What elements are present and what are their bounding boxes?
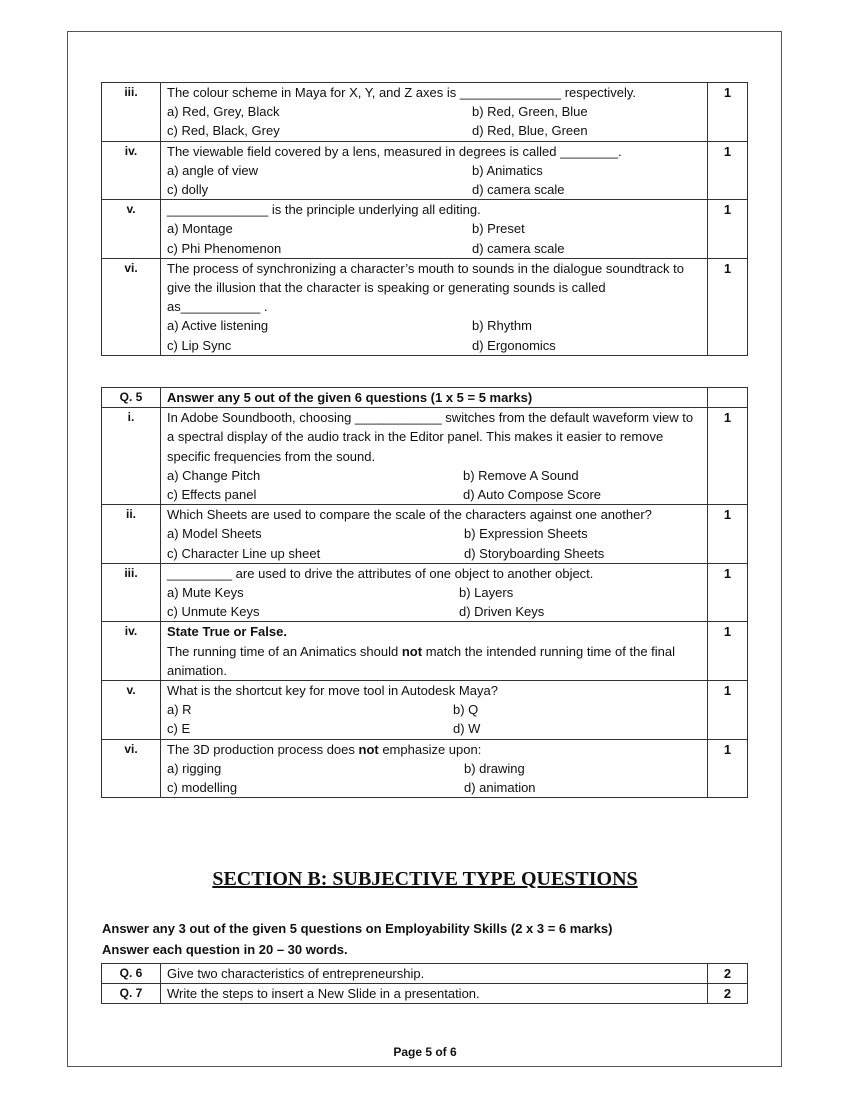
question-text: The 3D production process does not emphasize upon: (167, 741, 482, 757)
marks-cell: 1 (708, 408, 748, 505)
option: c) Lip Sync (167, 337, 232, 353)
options-grid (167, 466, 701, 504)
option: a) Mute Keys (167, 585, 244, 601)
question-title: State True or False. (167, 624, 287, 640)
option: d) Storyboarding Sheets (464, 545, 605, 561)
option: a) Montage (167, 221, 233, 237)
question-header: Answer any 5 out of the given 6 questions (1 x 5 = 5 marks) (161, 388, 708, 408)
option: c) Red, Black, Grey (167, 123, 280, 139)
marks-cell: 1 (708, 739, 748, 798)
option: a) Red, Grey, Black (167, 104, 280, 120)
table-row (102, 681, 748, 740)
table-row (102, 200, 748, 259)
option: b) Preset (472, 221, 525, 237)
section-b-questions-table (101, 963, 748, 1004)
marks-cell: 1 (708, 622, 748, 681)
question-number: vi. (102, 739, 161, 798)
question-text: Give two characteristics of entrepreneurship. (161, 964, 708, 984)
option: a) rigging (167, 760, 222, 776)
option: c) Character Line up sheet (167, 545, 321, 561)
table-row (102, 505, 748, 564)
question-number: iv. (102, 622, 161, 681)
emphasis: not (401, 643, 423, 659)
options-grid (167, 583, 701, 621)
option: c) Phi Phenomenon (167, 240, 282, 256)
marks-cell: 1 (708, 200, 748, 259)
options-grid (167, 102, 701, 140)
table-row (102, 739, 748, 798)
option: d) camera scale (472, 240, 565, 256)
question-text: The colour scheme in Maya for X, Y, and Z axes is ______________ respectively. (167, 85, 636, 100)
option: d) Driven Keys (459, 604, 545, 620)
emphasis: not (358, 741, 379, 757)
question-number: v. (102, 200, 161, 259)
question-cell (161, 408, 708, 505)
marks-cell: 1 (708, 681, 748, 740)
table-row (102, 83, 748, 142)
instruction-line: Answer any 3 out of the given 5 questions on Employability Skills (2 x 3 = 6 marks) (102, 921, 613, 936)
section-b-title: SECTION B: SUBJECTIVE TYPE QUESTIONS (212, 868, 638, 890)
option: a) Model Sheets (167, 526, 262, 542)
table-header-row (102, 388, 748, 408)
option: b) Expression Sheets (464, 526, 588, 542)
option: d) animation (464, 780, 536, 796)
question-number: i. (102, 408, 161, 505)
question-number: ii. (102, 505, 161, 564)
table-row (102, 964, 748, 984)
question-number: iii. (102, 563, 161, 622)
option: b) Red, Green, Blue (472, 104, 588, 120)
table-row (102, 141, 748, 200)
question-cell (161, 681, 708, 740)
option: a) R (167, 702, 192, 718)
option: b) Remove A Sound (463, 467, 579, 483)
marks-cell: 1 (708, 141, 748, 200)
question-text: Write the steps to insert a New Slide in a presentation. (161, 984, 708, 1004)
question-cell (161, 141, 708, 200)
question-cell (161, 563, 708, 622)
option: b) Animatics (472, 162, 543, 178)
table-row (102, 258, 748, 355)
question-cell (161, 83, 708, 142)
option: c) Effects panel (167, 487, 257, 503)
question-text: _________ are used to drive the attributes of one object to another object. (167, 565, 594, 581)
instruction-line: Answer each question in 20 – 30 words. (102, 942, 348, 957)
option: d) W (453, 721, 481, 737)
marks-cell: 2 (708, 984, 748, 1004)
option: c) E (167, 721, 191, 737)
question-number: v. (102, 681, 161, 740)
option: a) Change Pitch (167, 467, 261, 483)
options-grid (167, 161, 701, 199)
options-grid (167, 524, 701, 562)
option: d) Ergonomics (472, 337, 556, 353)
question-number: vi. (102, 258, 161, 355)
question-text: Which Sheets are used to compare the scale of the characters against one another? (167, 507, 652, 523)
marks-cell (708, 388, 748, 408)
marks-cell: 1 (708, 258, 748, 355)
question-text: The viewable field covered by a lens, measured in degrees is called ________. (167, 143, 622, 159)
option: d) camera scale (472, 182, 565, 198)
question-cell (161, 258, 708, 355)
table-row (102, 984, 748, 1004)
question-cell (161, 200, 708, 259)
option: b) Layers (459, 585, 514, 601)
table-row (102, 622, 748, 681)
option: a) angle of view (167, 162, 259, 178)
question-number: Q. 6 (102, 964, 161, 984)
question-text: In Adobe Soundbooth, choosing ____________ switches from the default waveform view to a spectral display of the audio track in the Editor panel. This makes it easier to remove specific frequencies from the sound. (167, 410, 694, 464)
option: c) modelling (167, 780, 238, 796)
option: b) drawing (464, 760, 525, 776)
marks-cell: 1 (708, 505, 748, 564)
option: d) Red, Blue, Green (472, 123, 588, 139)
question-cell (161, 505, 708, 564)
question-text: The process of synchronizing a character’s mouth to sounds in the dialogue soundtrack to give the illusion that the character is speaking or generating sounds is called as___________ . (167, 260, 684, 315)
question-number: Q. 5 (102, 388, 161, 408)
question-text: The running time of an Animatics should not match the intended running time of the final animation. (167, 643, 676, 678)
marks-cell: 2 (708, 964, 748, 984)
question-number: Q. 7 (102, 984, 161, 1004)
q4-questions-table (101, 82, 748, 356)
option: c) dolly (167, 182, 209, 198)
table-row (102, 408, 748, 505)
option: b) Rhythm (472, 318, 532, 334)
q5-questions-table (101, 387, 748, 798)
question-cell (161, 739, 708, 798)
option: d) Auto Compose Score (463, 487, 602, 503)
table-row (102, 563, 748, 622)
options-grid (167, 759, 701, 797)
marks-cell: 1 (708, 83, 748, 142)
question-text: What is the shortcut key for move tool in Autodesk Maya? (167, 683, 498, 699)
options-grid (167, 219, 701, 257)
option: c) Unmute Keys (167, 604, 260, 620)
marks-cell: 1 (708, 563, 748, 622)
options-grid (167, 316, 701, 354)
page-number: Page 5 of 6 (393, 1045, 457, 1059)
question-cell (161, 622, 708, 681)
option: a) Active listening (167, 318, 269, 334)
question-number: iv. (102, 141, 161, 200)
question-number: iii. (102, 83, 161, 142)
options-grid (167, 700, 701, 738)
question-text: ______________ is the principle underlying all editing. (167, 202, 481, 218)
option: b) Q (453, 702, 479, 718)
